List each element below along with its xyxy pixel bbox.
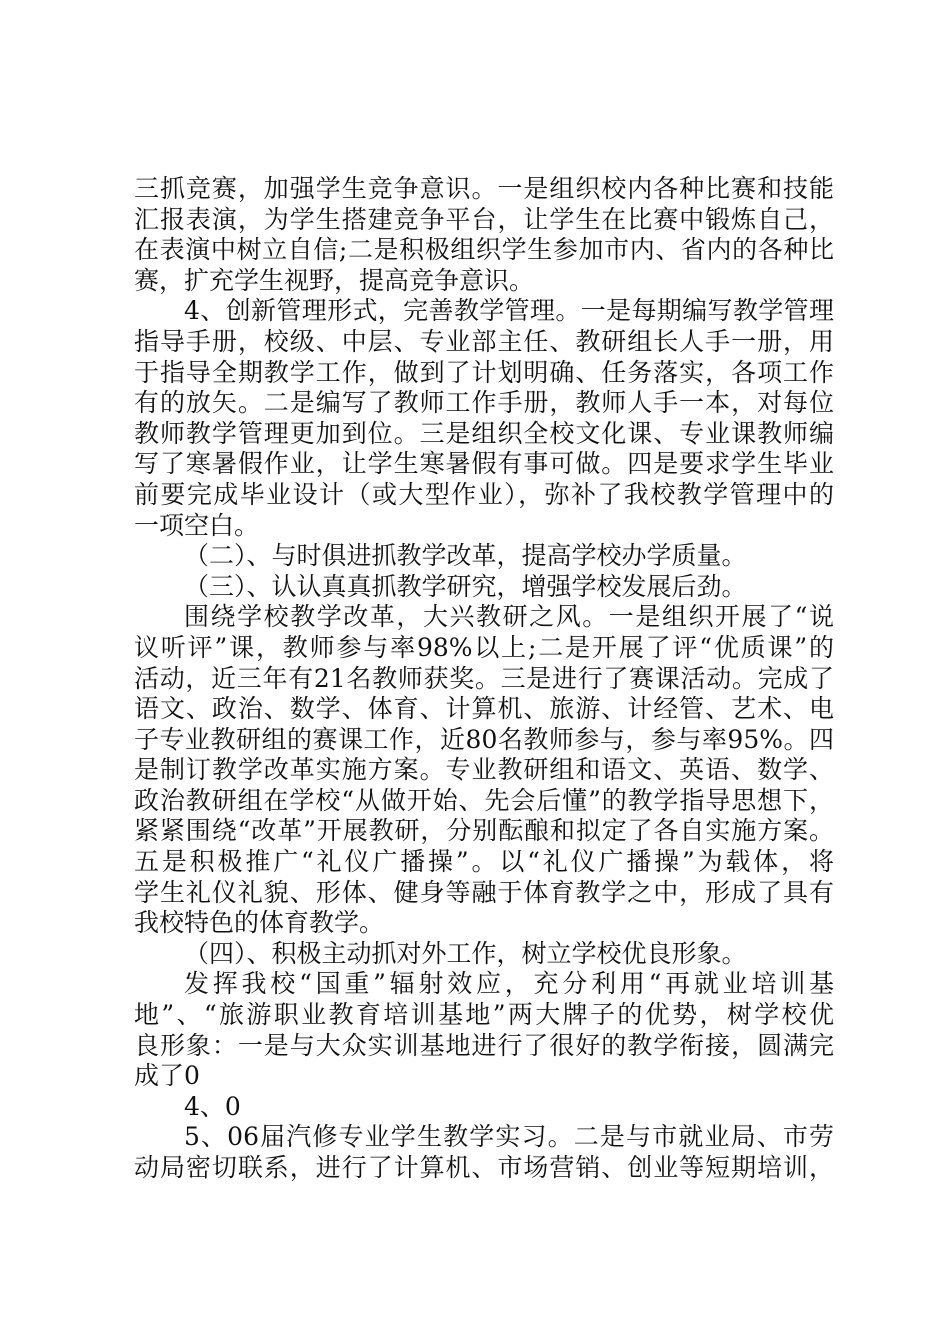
text-line: 政治教研组在学校“从做开始、先会后懂”的教学指导思想下， bbox=[134, 785, 834, 815]
text-line: 地”、“旅游职业教育培训基地”两大牌子的优势，树学校优 bbox=[134, 1000, 834, 1030]
text-line: （三）、认认真真抓教学研究，增强学校发展后劲。 bbox=[184, 571, 747, 601]
text-line: 前要完成毕业设计（或大型作业），弥补了我校教学管理中的 bbox=[134, 479, 834, 509]
text-line: 是制订教学改革实施方案。专业教研组和语文、英语、数学、 bbox=[134, 755, 834, 785]
text-line: 动局密切联系，进行了计算机、市场营销、创业等短期培训， bbox=[134, 1153, 834, 1182]
text-line: （四）、积极主动抓对外工作，树立学校优良形象。 bbox=[184, 938, 747, 968]
text-line: 教师教学管理更加到位。三是组织全校文化课、专业课教师编 bbox=[134, 418, 834, 448]
text-line: 三抓竞赛，加强学生竞争意识。一是组织校内各种比赛和技能 bbox=[134, 174, 834, 203]
text-line: 4、0 bbox=[184, 1091, 241, 1121]
text-line: 有的放矢。二是编写了教师工作手册，教师人手一本，对每位 bbox=[134, 388, 834, 418]
text-line: 良形象：一是与大众实训基地进行了很好的教学衔接，圆满完 bbox=[134, 1030, 834, 1060]
text-line: 学生礼仪礼貌、形体、健身等融于体育教学之中，形成了具有 bbox=[134, 877, 834, 907]
text-line: 发挥我校“国重”辐射效应，充分利用“再就业培训基 bbox=[184, 969, 834, 999]
text-line: 成了0 bbox=[134, 1061, 200, 1091]
text-line: 赛，扩充学生视野，提高竞争意识。 bbox=[134, 265, 535, 295]
text-line: 紧紧围绕“改革”开展教研，分别酝酿和拟定了各自实施方案。 bbox=[134, 816, 834, 846]
text-line: 汇报表演，为学生搭建竞争平台，让学生在比赛中锻炼自己， bbox=[134, 204, 834, 234]
text-line: 写了寒暑假作业，让学生寒暑假有事可做。四是要求学生毕业 bbox=[134, 449, 834, 479]
text-line: 5、06届汽修专业学生教学实习。二是与市就业局、市劳 bbox=[184, 1122, 834, 1152]
text-line: 一项空白。 bbox=[134, 510, 260, 540]
text-line: 4、创新管理形式，完善教学管理。一是每期编写教学管理 bbox=[184, 296, 834, 326]
text-line: 活动，近三年有21名教师获奖。三是进行了赛课活动。完成了 bbox=[134, 663, 834, 693]
text-line: 围绕学校教学改革，大兴教研之风。一是组织开展了“说 bbox=[184, 602, 834, 632]
text-line: 于指导全期教学工作，做到了计划明确、任务落实，各项工作 bbox=[134, 357, 834, 387]
text-line: 在表演中树立自信;二是积极组织学生参加市内、省内的各种比 bbox=[134, 235, 834, 265]
document-body bbox=[134, 174, 834, 1184]
text-line: 议听评”课，教师参与率98%以上;二是开展了评“优质课”的 bbox=[134, 632, 834, 662]
text-line: 五是积极推广“礼仪广播操”。以“礼仪广播操”为载体，将 bbox=[134, 847, 834, 877]
text-line: 指导手册，校级、中层、专业部主任、教研组长人手一册，用 bbox=[134, 326, 834, 356]
text-line: 我校特色的体育教学。 bbox=[134, 908, 385, 938]
text-line: 语文、政治、数学、体育、计算机、旅游、计经管、艺术、电 bbox=[134, 694, 834, 724]
text-line: （二）、与时俱进抓教学改革，提高学校办学质量。 bbox=[184, 541, 747, 571]
text-line: 子专业教研组的赛课工作，近80名教师参与，参与率95%。四 bbox=[134, 724, 834, 754]
